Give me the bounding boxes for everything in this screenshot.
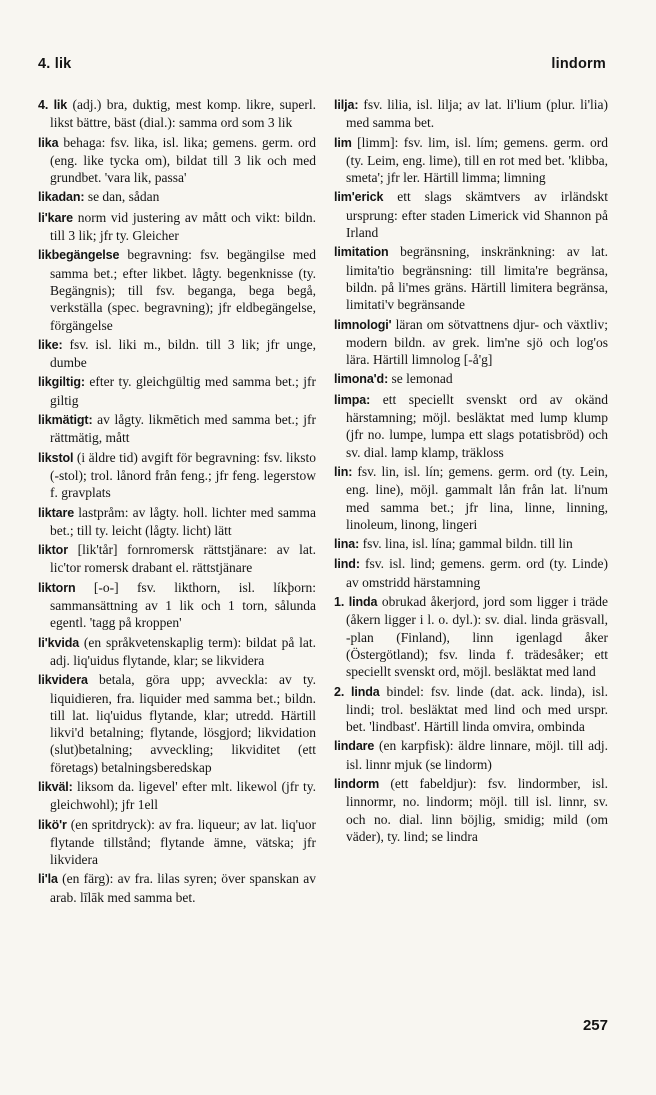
dictionary-entry <box>38 336 316 372</box>
dictionary-entry <box>334 134 608 187</box>
dictionary-entry <box>38 134 316 187</box>
headword: lin: <box>334 464 353 479</box>
dictionary-entry <box>334 370 608 388</box>
headword: limona'd: <box>334 372 389 387</box>
dictionary-entry <box>38 816 316 869</box>
dictionary-entry <box>38 373 316 409</box>
headword: liktor <box>38 543 68 558</box>
dictionary-entry <box>38 209 316 245</box>
definition: (en karpfisk): äldre linnare, möjl. till adj. isl. linnr mjuk (se lindorm) <box>346 738 608 772</box>
dictionary-entry <box>38 504 316 540</box>
headword: li'kvida <box>38 635 80 650</box>
dictionary-entry <box>334 243 608 313</box>
headword: lind: <box>334 557 360 572</box>
dictionary-entry <box>38 449 316 502</box>
headword: li'la <box>38 872 58 887</box>
running-head-right: lindorm <box>551 56 606 72</box>
definition: behaga: fsv. lika, isl. lika; gemens. germ. ord (eng. like tycka om), bildat till 3 lik och med grundbet. 'vara lik, passa' <box>50 134 316 186</box>
definition: se lemonad <box>388 371 453 387</box>
dictionary-entry <box>334 593 608 680</box>
dictionary-entry <box>334 188 608 241</box>
definition: fsv. lina, isl. lína; gammal bildn. till lin <box>359 536 573 552</box>
headword: lika <box>38 135 59 150</box>
dictionary-entry <box>38 634 316 670</box>
headword: like: <box>38 337 63 352</box>
dictionary-entry <box>38 579 316 632</box>
definition: av lågty. likmētich med samma bet.; jfr rättmätig, mått <box>50 412 316 446</box>
definition: efter ty. gleichgültig med samma bet.; jfr giltig <box>50 374 316 408</box>
dictionary-entry <box>334 775 608 845</box>
definition: betala, göra upp; avveckla: av ty. liquidieren, fra. liquider med samma bet.; bildn. till lat. liq'uidus flytande, klar; utredd. Härtill likvi'd betalning; flytande, lösgjord; likvidation (slut)betalning; avveckling; likviditet (ett företags) betalningsberedskap <box>50 672 316 775</box>
dictionary-entry <box>38 246 316 333</box>
headword: liktorn <box>38 580 76 595</box>
headword: limitation <box>334 245 389 260</box>
definition: [lik'tår] fornromersk rättstjänare: av lat. lic'tor romersk drabant el. rättstjänare <box>50 542 316 576</box>
definition: norm vid justering av mått och vikt: bildn. till 3 lik; jfr ty. Gleicher <box>50 209 316 244</box>
headword: lilja: <box>334 98 359 112</box>
dictionary-entry <box>334 683 608 736</box>
definition: begränsning, inskränkning: av lat. limita'tio begränsning: till limita're begränsa, bildn. på li'mes gräns. Härtill limitera begränsa, limitati'v begränsande <box>346 244 608 313</box>
dictionary-entry <box>38 411 316 447</box>
headword: lindorm <box>334 776 380 791</box>
dictionary-entry <box>334 96 608 132</box>
dictionary-entry <box>334 391 608 461</box>
dictionary-entry <box>334 555 608 591</box>
headword: li'kare <box>38 210 73 225</box>
definition: fsv. lin, isl. lín; gemens. germ. ord (ty. Lein, eng. line), möjl. gammalt lån från lat. li'num med samma bet.; jfr lina, linne, linning, linoleum, linong, lingeri <box>346 463 608 532</box>
definition: [-o-] fsv. likthorn, isl. líkþorn: sammansättning av 1 lik och 1 torn, sålunda egentl. 'tagg på kroppen' <box>50 579 316 631</box>
definition: (en språkvetenskaplig term): bildat på lat. adj. liq'uidus flytande, klar; se likvidera <box>50 634 316 668</box>
definition: (adj.) bra, duktig, mest komp. likre, superl. likst bättre, bäst (dial.): samma ord som 3 lik <box>50 97 317 131</box>
definition: liksom da. ligevel' efter mlt. likewol (jfr ty. gleichwohl); jfr 1ell <box>50 778 316 813</box>
dictionary-entry <box>38 870 316 906</box>
dictionary-entry <box>38 541 316 577</box>
headword: lina: <box>334 537 360 552</box>
definition: ett speciellt svenskt ord av okänd härstamning; möjl. besläktat med lump klump (jfr no. lumpe, lumpa ett slags potatisbröd) och sv. dial. lamp klamp, träkloss <box>346 391 608 460</box>
headword: limpa: <box>334 392 371 407</box>
dictionary-entry <box>334 535 608 553</box>
headword: lim <box>334 135 352 150</box>
definition: läran om sötvattnens djur- och växtliv; modern bildn. av grek. lim'ne sjö och log'os lära. Härtill limnolog [-å'g] <box>346 316 608 368</box>
definition: (en spritdryck): av fra. liqueur; av lat. liq'uor flytande tillstånd; flytande ämne, vätska; jfr likvidera <box>50 816 316 868</box>
definition: bindel: fsv. linde (dat. ack. linda), isl. lindi; trol. besläktat med lind och med urspr. bet. 'lindbast'. Härtill linda omvira, ombinda <box>346 683 608 735</box>
dictionary-entry <box>38 778 316 814</box>
definition: (ett fabeldjur): fsv. lindormber, isl. linnormr, no. lindorm; möjl. till isl. linnr, sv. och no. dial. linn böjlig, smidig; mild (om väder), ty. lind; se lindra <box>346 775 608 844</box>
definition: ett slags skämtvers av irländskt ursprung: efter staden Limerick vid Shannon på Irland <box>346 189 608 241</box>
headword: 2. linda <box>334 684 380 699</box>
left-column <box>38 96 316 908</box>
dictionary-entry <box>334 463 608 533</box>
headword: likö'r <box>38 817 67 832</box>
definition: fsv. lilia, isl. lilja; av lat. li'lium (plur. li'lia) med samma bet. <box>346 97 608 131</box>
headword: 1. linda <box>334 595 378 610</box>
definition: begravning: fsv. begängilse med samma bet.; efter likbet. lågty. begenknisse (ty. Begängnis); till fsv. beganga, bega begå, verkställa (spec. begravning); jfr eldbegängelse, förgängelse <box>50 247 316 333</box>
definition: fsv. isl. liki m., bildn. till 3 lik; jfr unge, dumbe <box>50 336 316 371</box>
right-column <box>334 96 608 847</box>
headword: 4. lik <box>38 98 68 112</box>
page-number: 257 <box>582 1017 608 1034</box>
headword: likstol <box>38 450 74 465</box>
dictionary-entry <box>38 188 316 206</box>
headword: lim'erick <box>334 190 384 205</box>
headword: likgiltig: <box>38 375 85 390</box>
dictionary-entry <box>334 737 608 773</box>
dictionary-entry <box>38 96 316 132</box>
dictionary-entry <box>334 316 608 369</box>
headword: lindare <box>334 739 375 754</box>
definition: (i äldre tid) avgift för begravning: fsv. liksto (-stol); trol. lånord från feng.; jfr feng. legerstow f. gravplats <box>50 449 316 501</box>
headword: likväl: <box>38 779 73 794</box>
dictionary-entry <box>38 671 316 776</box>
headword: likvidera <box>38 673 88 688</box>
headword: liktare <box>38 505 75 520</box>
headword: limnologi' <box>334 317 392 332</box>
definition: se dan, sådan <box>84 189 160 205</box>
definition: lastpråm: av lågty. holl. lichter med samma bet.; till ty. leicht (lågty. licht) lätt <box>50 504 316 538</box>
definition: [limm]: fsv. lim, isl. lím; gemens. germ. ord (ty. Leim, eng. lime), till en rot med bet. 'klibba, smeta'; jfr ler. Härtill limma; limning <box>346 134 608 186</box>
definition: (en färg): av fra. lilas syren; över spanskan av arab. līlāk med samma bet. <box>50 871 316 905</box>
definition: obrukad åkerjord, jord som ligger i träde (åkern ligger i l. o. dyl.): sv. dial. linda gräsvall, -plan (Finland), linn igenlagd åker (Östergötland); fsv. linda f. trädesåker; ett speciellt svenskt ord, möjl. besläktat med land <box>346 594 608 680</box>
headword: likadan: <box>38 190 85 205</box>
headword: likbegängelse <box>38 248 120 263</box>
definition: fsv. isl. lind; gemens. germ. ord (ty. Linde) av omstridd härstamning <box>346 556 608 590</box>
running-head-left: 4. lik <box>38 56 72 72</box>
headword: likmätigt: <box>38 413 93 428</box>
